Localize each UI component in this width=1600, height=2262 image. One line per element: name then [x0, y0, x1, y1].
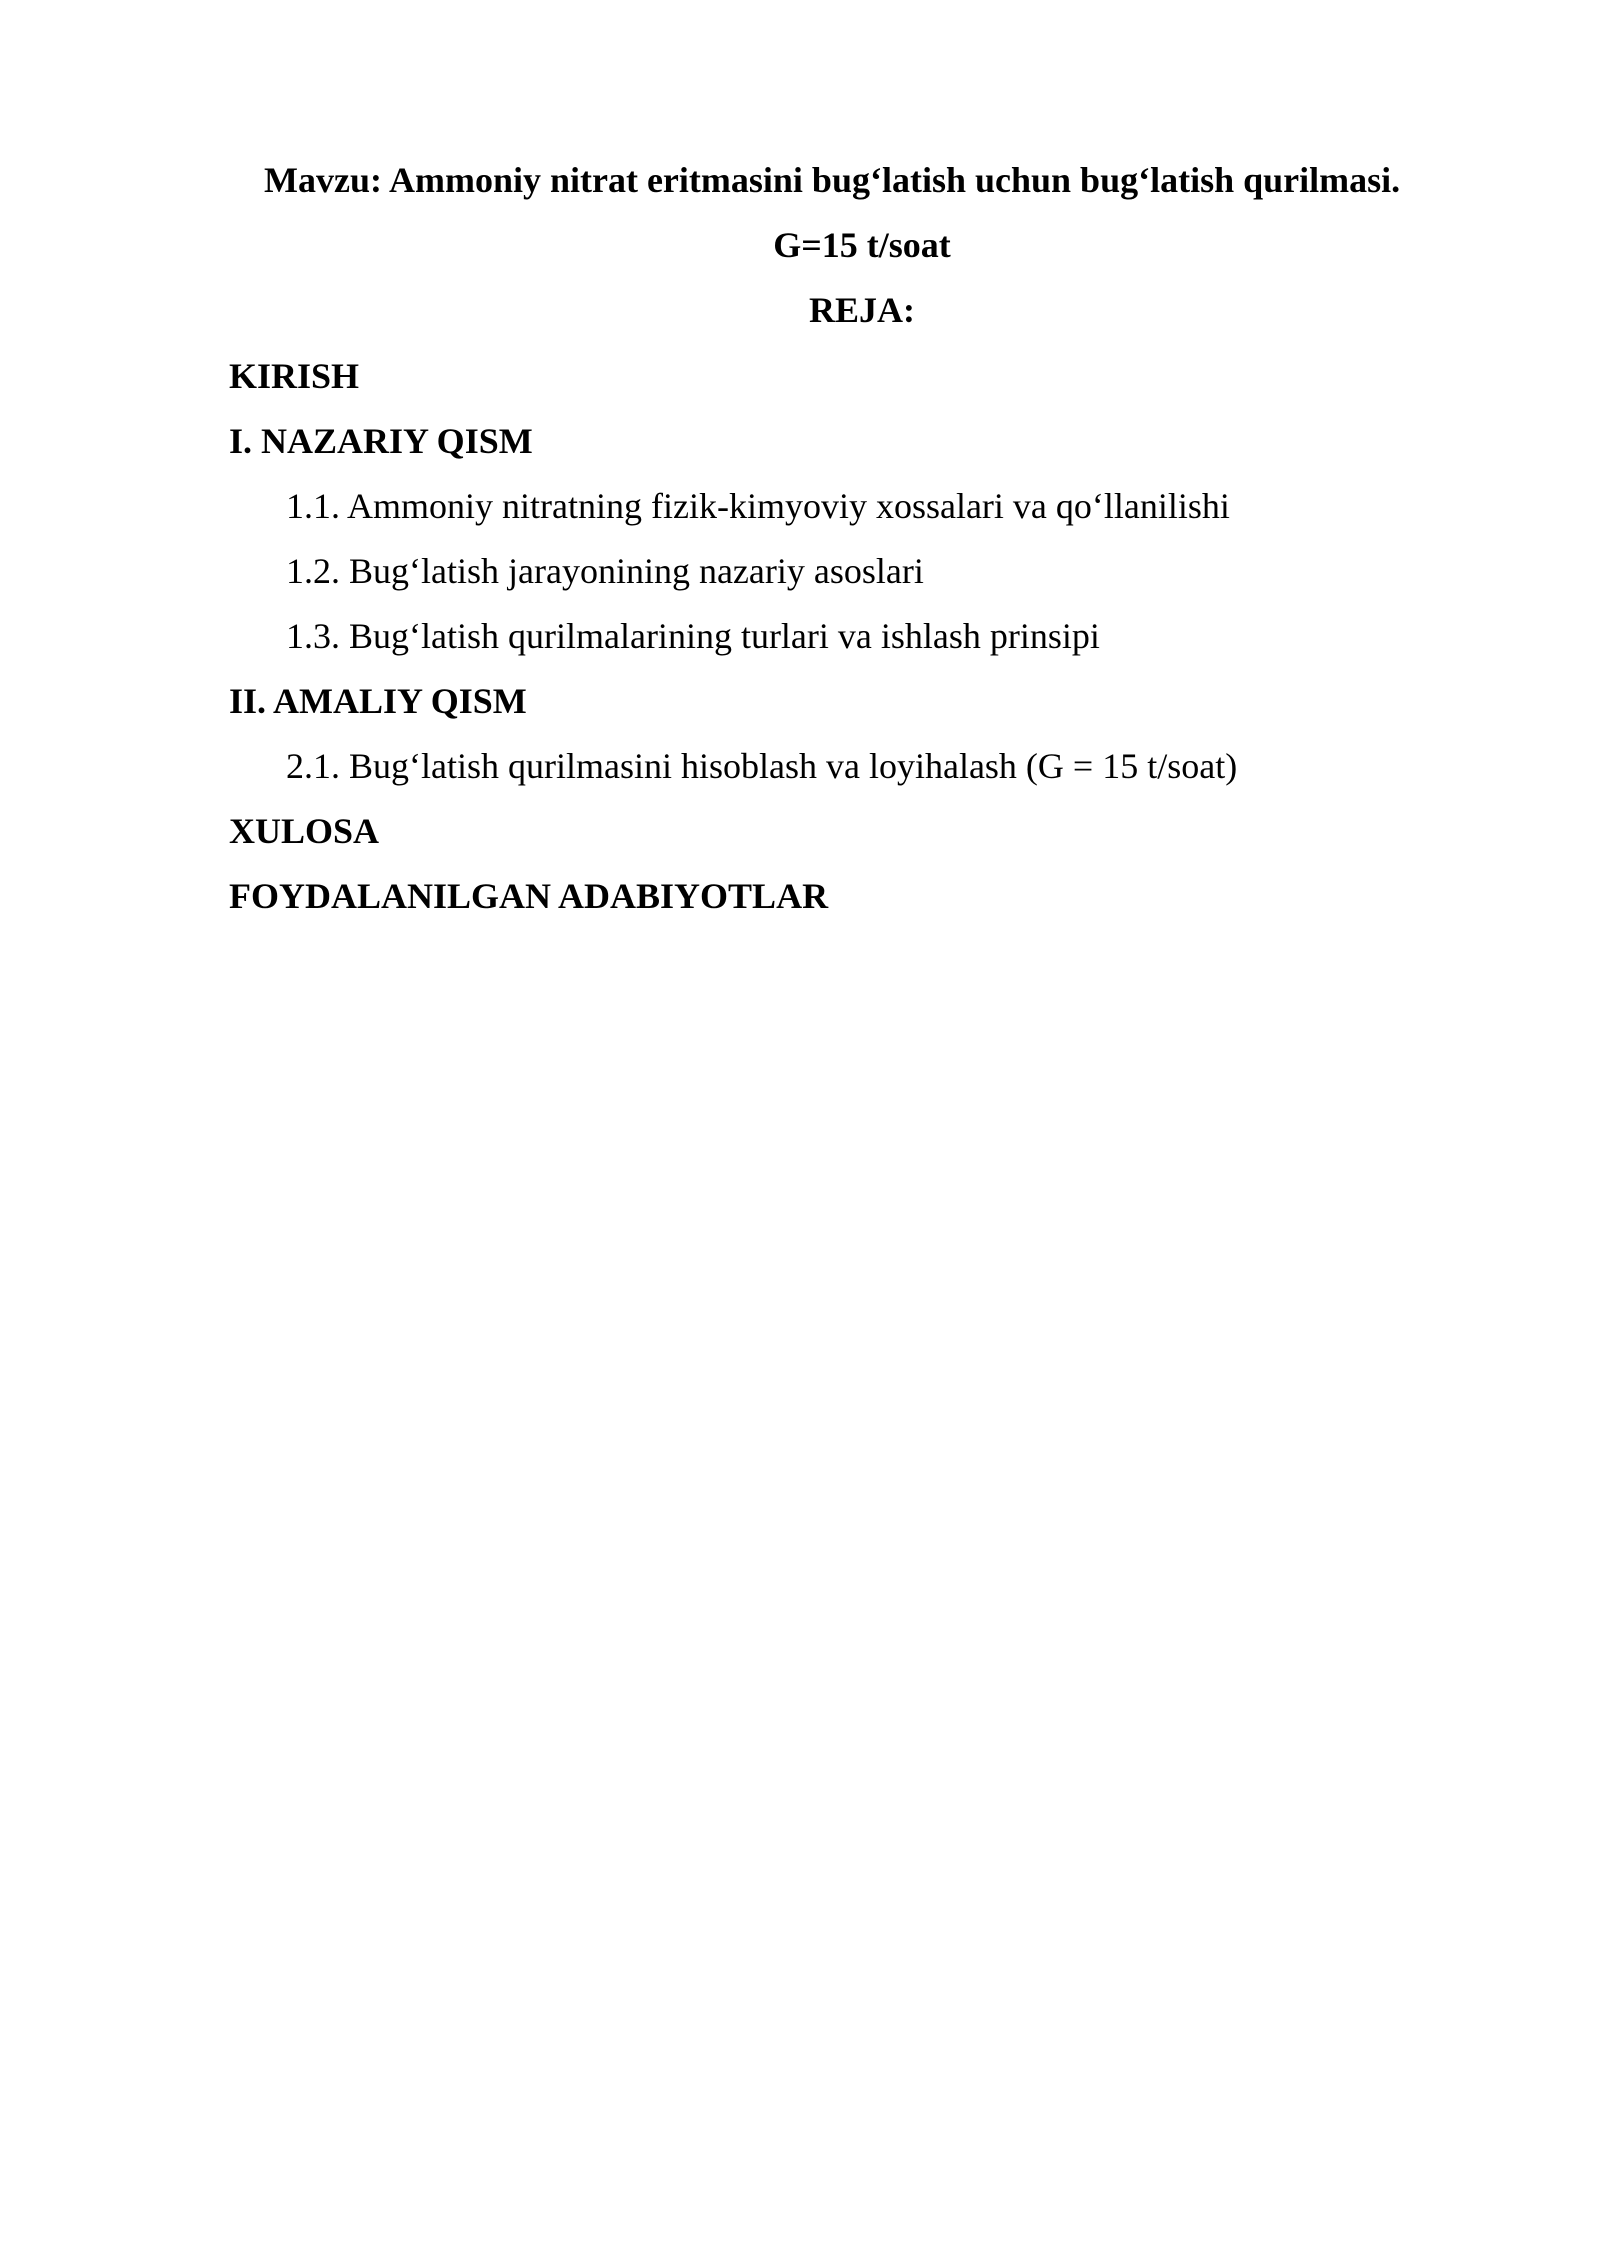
subsection-1-3: 1.3. Bug‘latish qurilmalarining turlari va ishlash prinsipi: [286, 616, 1100, 656]
capacity-line: G=15 t/soat: [773, 225, 951, 265]
title-block: [0, 148, 1600, 343]
section-intro: KIRISH: [229, 356, 360, 396]
section-references: FOYDALANILGAN ADABIYOTLAR: [229, 876, 829, 916]
section-conclusion: XULOSA: [229, 811, 380, 851]
subsection-1-2: 1.2. Bug‘latish jarayonining nazariy asoslari: [286, 551, 924, 591]
topic-title: Mavzu: Ammoniy nitrat eritmasini bug‘latish uchun bug‘latish qurilmasi.: [264, 160, 1401, 200]
section-part1-title: I. NAZARIY QISM: [229, 421, 533, 461]
subsection-1-1: 1.1. Ammoniy nitratning fizik-kimyoviy xossalari va qo‘llanilishi: [286, 486, 1230, 526]
subsection-2-1: 2.1. Bug‘latish qurilmasini hisoblash va loyihalash (G = 15 t/soat): [286, 746, 1238, 786]
plan-outline: [229, 344, 1429, 929]
plan-title: REJA:: [809, 290, 915, 330]
section-part2-title: II. AMALIY QISM: [229, 681, 527, 721]
